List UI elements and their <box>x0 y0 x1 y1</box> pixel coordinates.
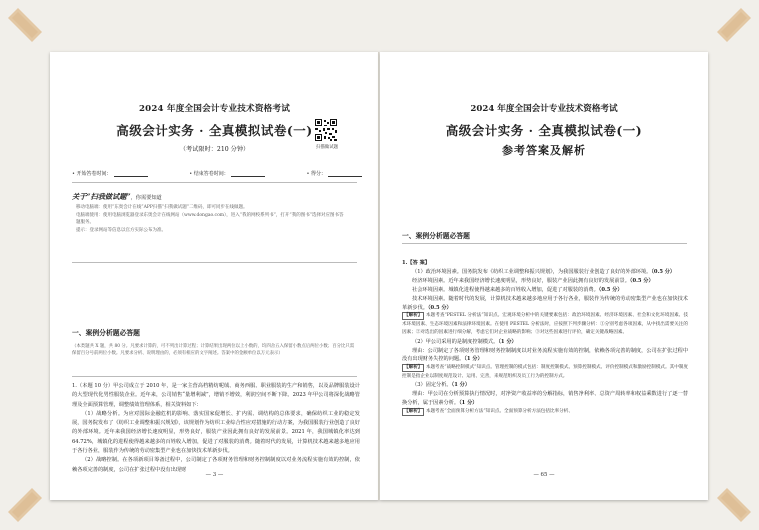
question-paragraph: （2）战略控制。在各项新项目筹备过程中，公司制定了各项财务管理和财务控制制度以对业务流程实施有效的控制，依赖各项完善的制度，公司在扩张过程中没有出现财 <box>72 457 360 473</box>
analysis-tag: 【解析】 <box>404 408 423 414</box>
notice-line: 移动电脑端：使用“东奥会计在线”APP扫描“扫我做试题”二维码，即可同步在线做题。 <box>76 205 248 210</box>
answer-time-fields <box>72 170 362 177</box>
answer-body <box>402 259 688 416</box>
question-paragraph: （1）战略分析。为应对国际金融危机的影响、落实国家促增长、扩内需、调结构的总体要求，确保纺织工业的稳定发展，国务院发布了《纺织工业调整和振兴规划》，该规划作为纺织工业综合性应对措施的行动方案，为我国服装行业创造了良好的外部环境。近年来我国经济增长速度明显，形势良好，服装产业因此拥有良好的发展前景。2021 年，我国城镇化率达到 64.72%，城镇化的进程使得越来越多的百姓收入增加，促进了对服装的消费。随着时代的发展，计算机技术越来越多地应用于各行各业，服装作为传统的劳动密集型产业也在加快技术革新步伐。 <box>72 410 360 455</box>
answer-paragraph: （3）固定分析。（1 分） <box>412 382 471 389</box>
answer-subtitle: 参考答案及解析 <box>502 144 586 157</box>
section-heading: 一、案例分析题必答题 <box>72 329 140 337</box>
divider <box>72 376 357 377</box>
page-number: — 3 — <box>205 472 224 478</box>
start-time-field[interactable]: • 开始答卷时间： <box>72 170 148 177</box>
analysis-tag: 【解析】 <box>404 365 423 371</box>
notice-line: 电脑端使用：使用电脑浏览器登录东奥会计在线网站（www.dongao.com），进入“我的网校系列书”，打开“我的图书”选择对应图书答题服务。 <box>76 212 344 225</box>
analysis-paragraph: 【解析】 本题考查“战略控制模式”知识点。管理控制的模式包括：制度控制模式、预算控制模式、评价控制模式和激励控制模式。其中制度控制是指企业以制度规范设计、运用、完善，来规范组织及员工行为的控制方式。 <box>402 365 688 379</box>
score-field[interactable]: • 得分： <box>306 170 362 177</box>
answer-paragraph: 社会环境因素。城镇化进程使得越来越多的百姓收入增加，促进了对服装的消费。（0.5 分） <box>412 286 623 293</box>
corner-ornament-top-left <box>8 8 42 42</box>
right-page <box>380 52 708 500</box>
analysis-paragraph: 【解析】 本题考查“全面预算分析方法”知识点。全面预算分析方法包括比率分析、 <box>404 408 573 414</box>
corner-ornament-bottom-left <box>8 488 42 522</box>
answer-paragraph: （1）政治环境因素。国务院发布《纺织工业调整和振兴规划》，为我国服装行业创造了良好的外部环境。（0.5 分） <box>412 268 676 275</box>
answer-paragraph: 经济环境因素。近年来我国经济增长速度明显，形势良好，服装产业因此拥有良好的发展前景。（0.5 分） <box>412 277 654 284</box>
answer-paragraph: 技术环境因素。随着时代的发展，计算机技术越来越多地应用于各行各业，服装作为传统的劳动密集型产业也在加快技术革新步伐。（0.5 分） <box>402 295 688 311</box>
page-number: — 65 — <box>533 472 555 478</box>
end-time-field[interactable]: • 结束答卷时间： <box>189 170 265 177</box>
notice-line: 提示：登录网站等信息以官方实际公布为准。 <box>76 227 166 233</box>
question-paragraph: 1.（本题 10 分）甲公司成立于 2010 年，是一家主营高档精纺呢绒、商务西服、职业服装的生产和销售，以及品牌服装设计的大型现代化男性服装企业。近年来，公司销售“量增利减”，增销不增效，利润空间不断下降。2023 年甲公司将深化战略管理及全面预算管理，调整绩效管理体系，相关资料如下： <box>72 383 360 408</box>
notice-title: 关于“扫我做试题”，你需要知道 <box>72 192 162 201</box>
answer-tag: 1.【答 案】 <box>402 260 430 266</box>
qr-code[interactable] <box>314 118 338 142</box>
divider <box>72 182 357 183</box>
question-body <box>72 382 360 475</box>
section-note: （本类题共 X 题，共 80 分。凡要求计算的，可不列出计算过程；计算结果出现两位以上小数的，均四舍五入保留小数点后两位小数；百分比只需保留百分号前两位小数。凡要求分析、说明理由的，必须有相应的文字阐述。答案中的金额单位以万元表示） <box>72 344 355 356</box>
corner-ornament-bottom-right <box>717 488 751 522</box>
left-page <box>50 52 379 500</box>
divider <box>402 243 687 244</box>
time-limit: （考试限时：210 分钟） <box>179 146 250 153</box>
divider <box>72 262 357 263</box>
qr-label: 扫描做试题 <box>316 145 338 150</box>
section-heading: 一、案例分析题必答题 <box>402 232 470 240</box>
analysis-tag: 【解析】 <box>404 313 423 319</box>
analysis-paragraph: 【解析】 本题考查“PESTEL 分析法”知识点。宏观环境分析中的关键要素包括：政治环境因素、经济环境因素、社会和文化环境因素、技术环境因素、生态环境因素和法律环境因素。在使用 PESTEL 分析法时，应按照下列步骤分析：①分别考虑各项因素，从中找出需要关注的因素；②对选出的因素进行细分解，考虑它们对企业战略的影响；③对这些因素进行评价，确定关键战略因素。 <box>402 313 688 336</box>
answer-paragraph: （2）甲公司采用的是制度控制模式。（1 分） <box>412 338 517 345</box>
exam-title: 2024 年度全国会计专业技术资格考试 <box>470 104 618 114</box>
paper-title: 高级会计实务 · 全真模拟试卷(一) <box>445 123 643 138</box>
exam-title: 2024 年度全国会计专业技术资格考试 <box>138 104 291 114</box>
answer-paragraph: 理由：甲公司在分析预算执行情况时，对净资产收益率的分解指标，销售净利率、总资产周转率和权益乘数进行了逐一替换分析，属于因素分析。（1 分） <box>402 391 688 406</box>
paper-title: 高级会计实务 · 全真模拟试卷(一) <box>116 123 313 138</box>
corner-ornament-top-right <box>717 8 751 42</box>
answer-paragraph: 理由：公司制定了各项财务管理和财务控制制度以对业务流程实施有效的控制，依赖各项完善的制度，公司在扩张过程中没有出现财务失控的问题。（1 分） <box>402 347 688 363</box>
notice-box <box>76 204 346 234</box>
